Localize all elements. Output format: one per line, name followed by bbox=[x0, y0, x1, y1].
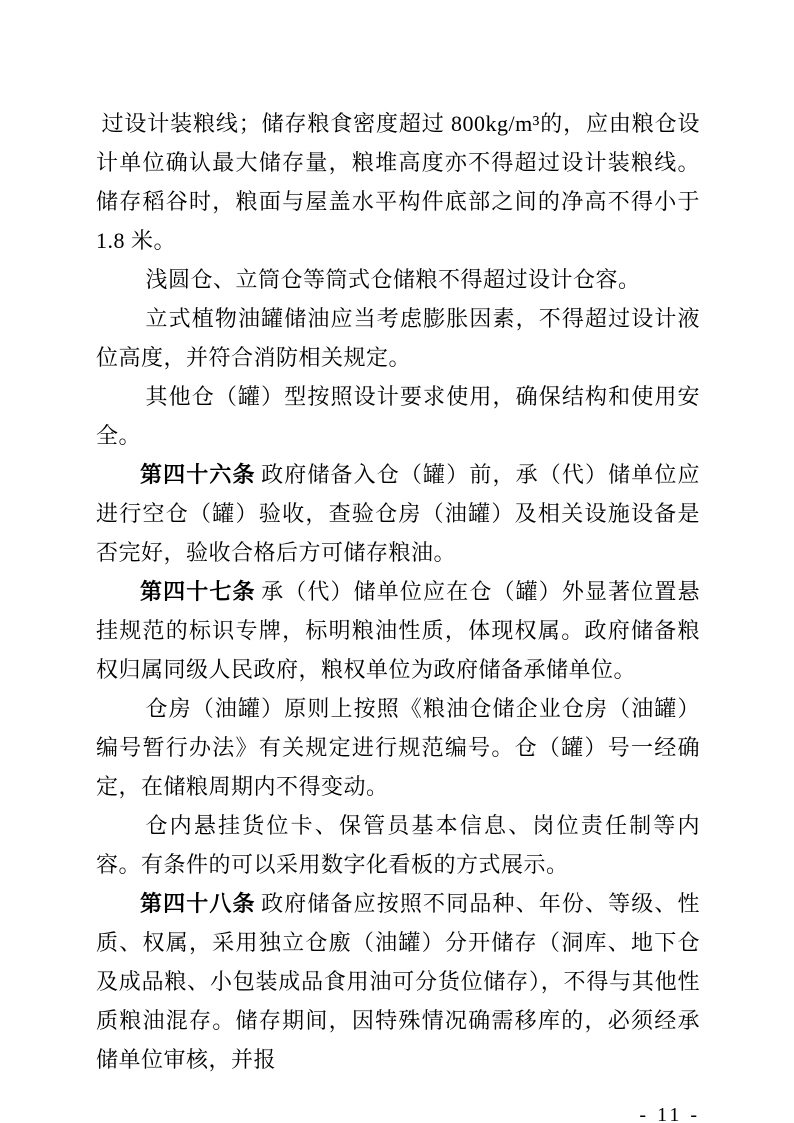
paragraph bbox=[96, 806, 700, 884]
paragraph bbox=[96, 260, 700, 299]
paragraph-article-48 bbox=[96, 884, 700, 1079]
paragraph bbox=[96, 299, 700, 377]
paragraph-article-46 bbox=[96, 455, 700, 572]
page-number: - 11 - bbox=[639, 1104, 700, 1123]
paragraph-text: 浅圆仓、立筒仓等筒式仓储粮不得超过设计仓容。 bbox=[145, 267, 641, 292]
article-number: 第四十七条 bbox=[140, 579, 256, 604]
paragraph-text: 仓房（油罐）原则上按照《粮油仓储企业仓房（油罐）编号暂行办法》有关规定进行规范编号。仓（罐）号一经确定，在储粮周期内不得变动。 bbox=[96, 696, 700, 799]
paragraph-text: 立式植物油罐储油应当考虑膨胀因素，不得超过设计液位高度，并符合消防相关规定。 bbox=[96, 306, 700, 370]
article-number: 第四十八条 bbox=[140, 891, 256, 916]
paragraph-text: 承（代）储单位应在仓（罐）外显著位置悬挂规范的标识专牌，标明粮油性质，体现权属。政府储备粮权归属同级人民政府，粮权单位为政府储备承储单位。 bbox=[96, 579, 700, 682]
paragraph-text: 政府储备应按照不同品种、年份、等级、性质、权属，采用独立仓廒（油罐）分开储存（洞库、地下仓及成品粮、小包装成品食用油可分货位储存），不得与其他性质粮油混存。储存期间，因特殊情况确需移库的，必须经承储单位审核，并报 bbox=[96, 891, 700, 1072]
paragraph-text: 过设计装粮线；储存粮食密度超过 800kg/m³的，应由粮仓设计单位确认最大储存量，粮堆高度亦不得超过设计装粮线。储存稻谷时，粮面与屋盖水平构件底部之间的净高不得小于 1.8 米。 bbox=[96, 111, 700, 253]
paragraph-text: 其他仓（罐）型按照设计要求使用，确保结构和使用安全。 bbox=[96, 384, 700, 448]
document-body bbox=[96, 104, 700, 1123]
paragraph-text: 政府储备入仓（罐）前，承（代）储单位应进行空仓（罐）验收，查验仓房（油罐）及相关设施设备是否完好，验收合格后方可储存粮油。 bbox=[96, 462, 700, 565]
paragraph bbox=[96, 377, 700, 455]
paragraph bbox=[96, 104, 700, 260]
paragraph-text: 仓内悬挂货位卡、保管员基本信息、岗位责任制等内容。有条件的可以采用数字化看板的方式展示。 bbox=[96, 813, 700, 877]
article-number: 第四十六条 bbox=[140, 462, 256, 487]
paragraph-article-47 bbox=[96, 572, 700, 689]
paragraph bbox=[96, 689, 700, 806]
